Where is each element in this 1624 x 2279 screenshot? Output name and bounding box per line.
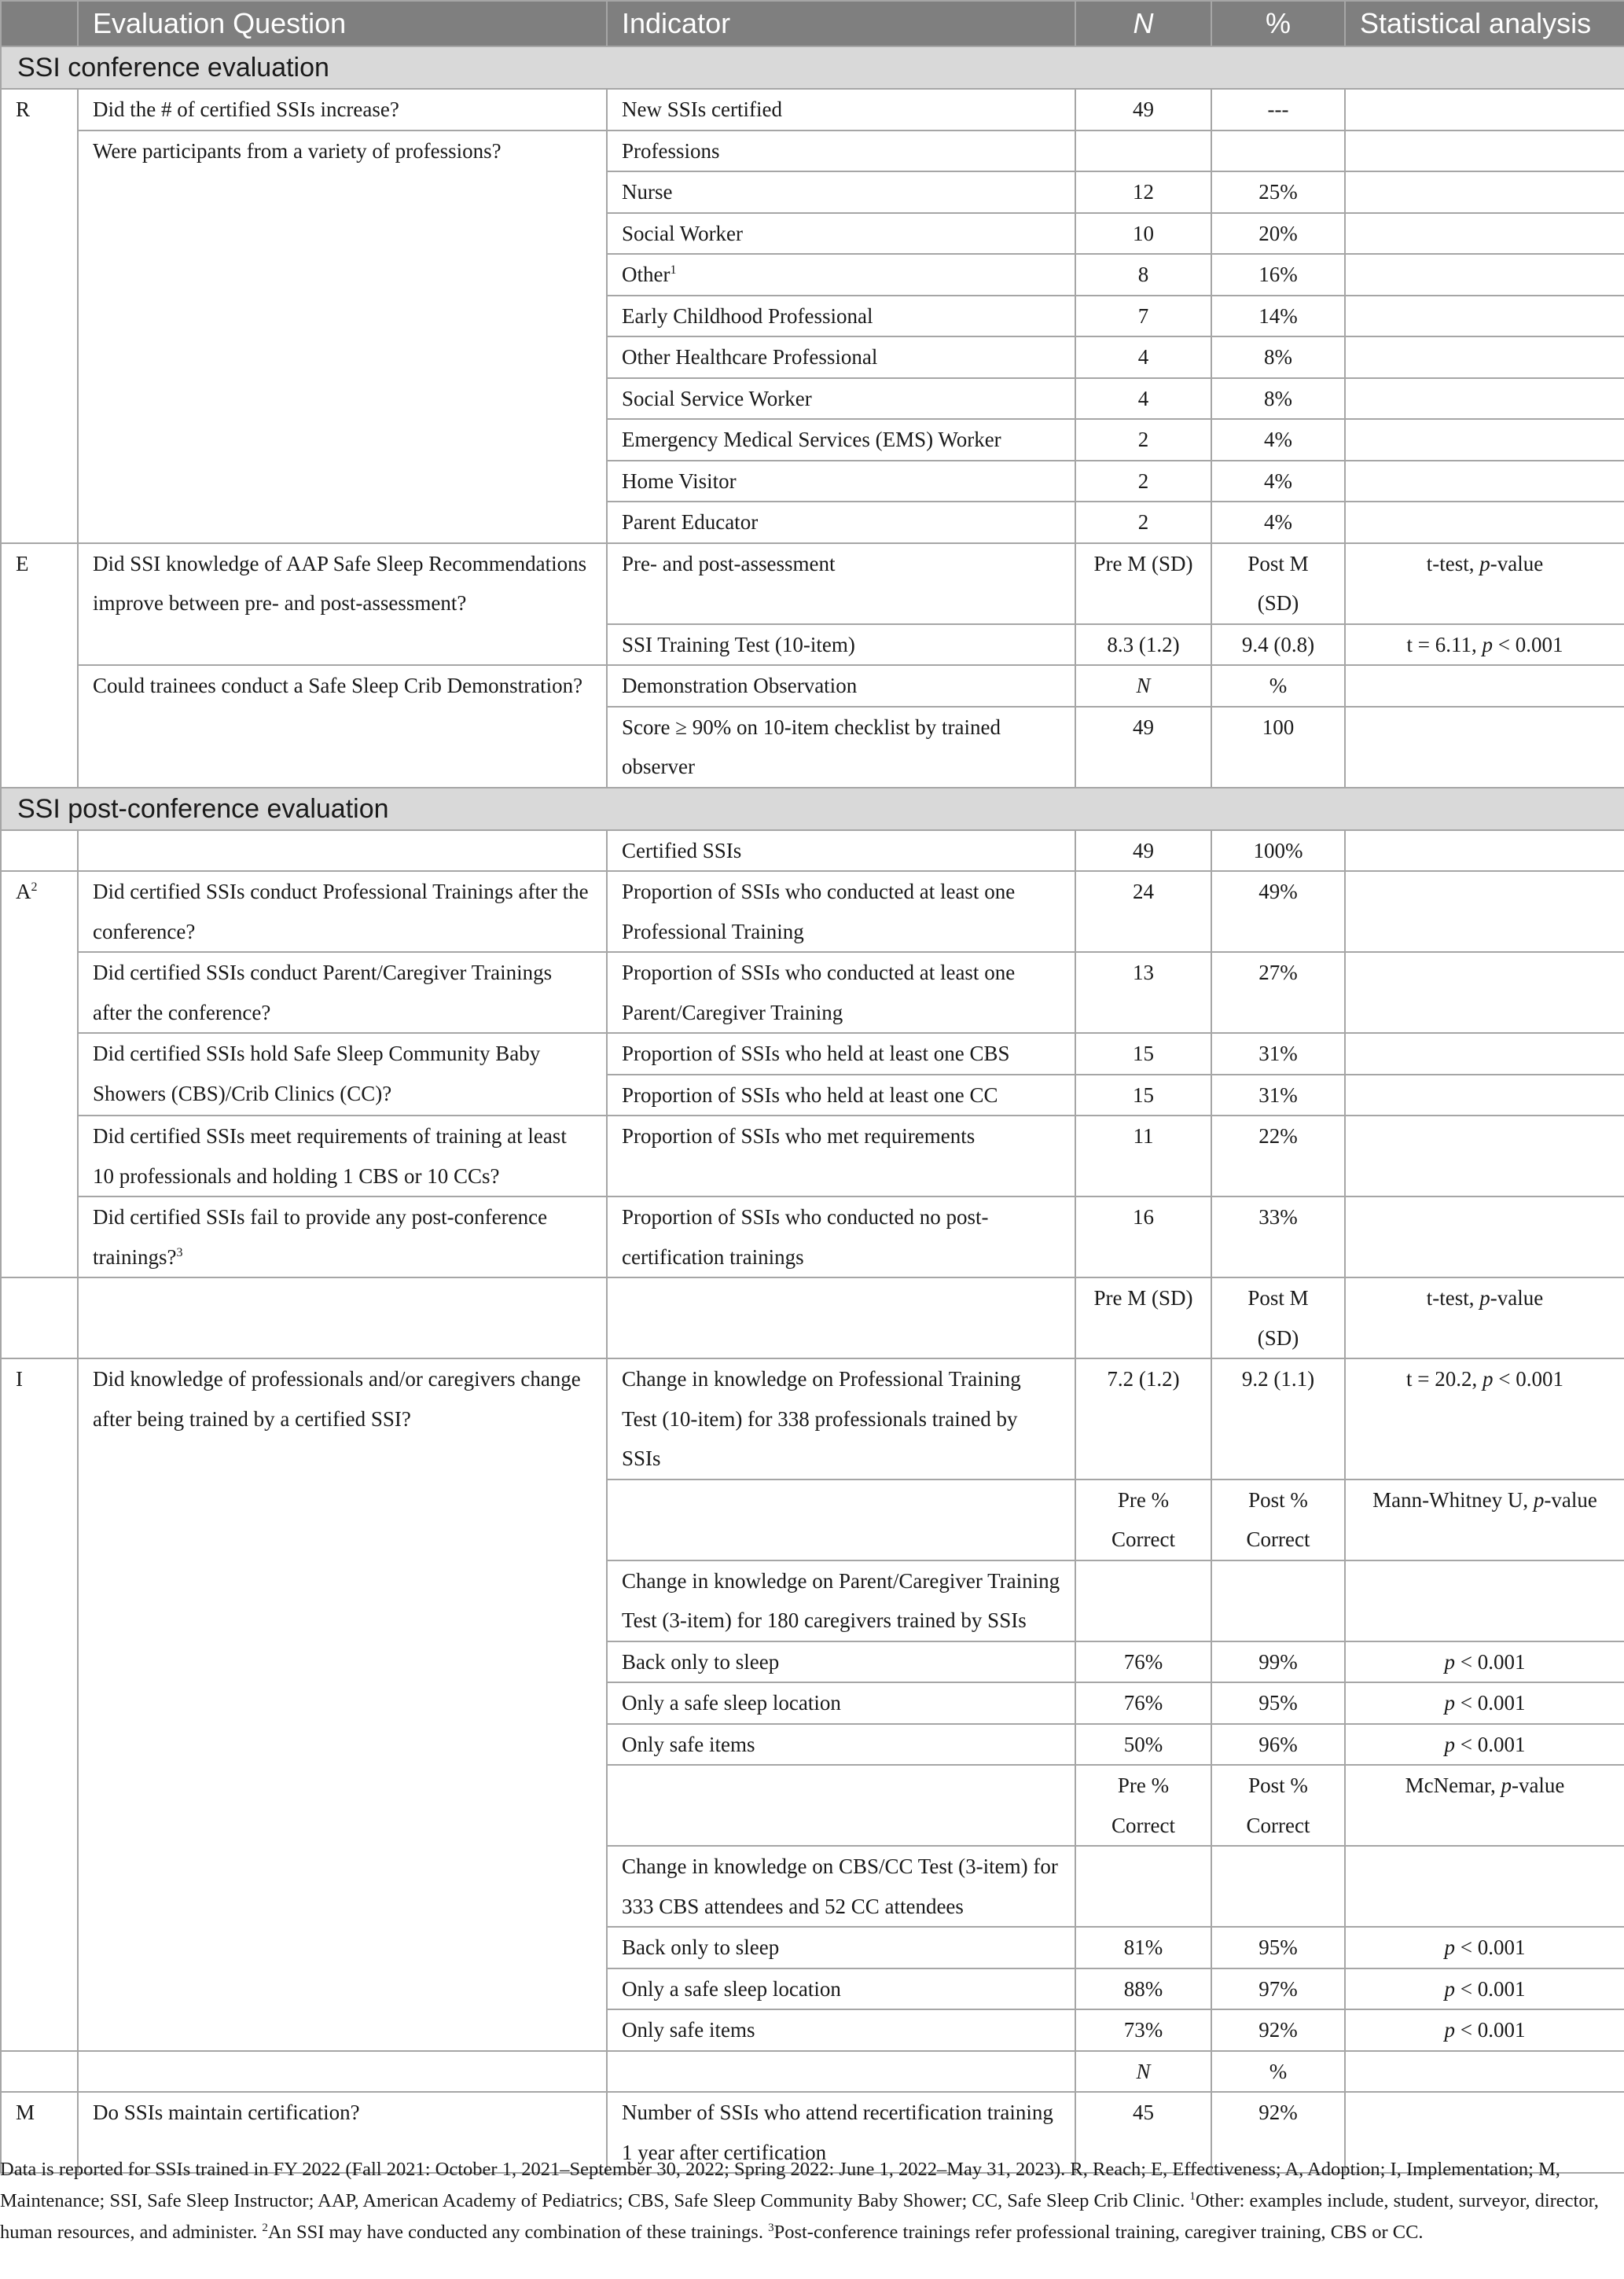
stat-cell bbox=[1345, 1765, 1624, 1846]
n-cell: 45 bbox=[1075, 2092, 1211, 2173]
indicator-cell: Demonstration Observation bbox=[607, 665, 1075, 707]
stat-p: p bbox=[1479, 1286, 1490, 1310]
table-row bbox=[1, 2051, 1624, 2093]
percent-cell: 92% bbox=[1211, 2009, 1345, 2051]
adoption-question: Did certified SSIs hold Safe Sleep Community Baby Showers (CBS)/Crib Clinics (CC)? bbox=[78, 1033, 607, 1116]
table-row bbox=[1, 543, 1624, 624]
n-cell: Pre M (SD) bbox=[1075, 543, 1211, 624]
label-cell bbox=[1, 1277, 78, 1358]
stat-p: p bbox=[1479, 551, 1490, 575]
section-title: SSI post-conference evaluation bbox=[1, 788, 1624, 830]
table-row bbox=[1, 130, 1624, 172]
percent-cell: 31% bbox=[1211, 1075, 1345, 1116]
label-cell bbox=[1, 2051, 78, 2093]
n-cell: 88% bbox=[1075, 1968, 1211, 2010]
maintenance-question: Do SSIs maintain certification? bbox=[78, 2092, 607, 2173]
indicator-cell: SSI Training Test (10-item) bbox=[607, 624, 1075, 666]
adoption-question: Did certified SSIs meet requirements of training at least 10 professionals and holding 1 CBS or 10 CCs? bbox=[78, 1116, 607, 1196]
table-row bbox=[1, 871, 1624, 952]
n-cell: 2 bbox=[1075, 419, 1211, 461]
n-cell: 2 bbox=[1075, 461, 1211, 502]
stat-cell bbox=[1345, 1196, 1624, 1277]
implementation-question: Did knowledge of professionals and/or caregivers change after being trained by a certified SSI? bbox=[78, 1358, 607, 2051]
footnote-text: Other: examples include, student, surveyor, director, human resources, and administer. bbox=[0, 2190, 1599, 2243]
indicator-cell: Proportion of SSIs who met requirements bbox=[607, 1116, 1075, 1196]
profession-name: Early Childhood Professional bbox=[607, 296, 1075, 337]
adoption-label-text: A bbox=[16, 880, 31, 903]
percent-cell: --- bbox=[1211, 89, 1345, 130]
header-indicator: Indicator bbox=[607, 1, 1075, 46]
indicator-cell: Proportion of SSIs who conducted at least one Professional Training bbox=[607, 871, 1075, 952]
stat-cell bbox=[1345, 830, 1624, 872]
indicator-cell: Change in knowledge on CBS/CC Test (3-item) for 333 CBS attendees and 52 CC attendees bbox=[607, 1846, 1075, 1927]
stat-cell bbox=[1345, 296, 1624, 337]
reach-question: Were participants from a variety of professions? bbox=[78, 130, 607, 543]
n-cell: 49 bbox=[1075, 89, 1211, 130]
stat-text: -value bbox=[1490, 1286, 1544, 1310]
n-cell bbox=[1075, 1560, 1211, 1641]
indicator-cell: Back only to sleep bbox=[607, 1641, 1075, 1683]
header-statistical-analysis: Statistical analysis bbox=[1345, 1, 1624, 46]
indicator-cell: Proportion of SSIs who conducted no post-certification trainings bbox=[607, 1196, 1075, 1277]
percent-cell: 97% bbox=[1211, 1968, 1345, 2010]
percent-cell: 4% bbox=[1211, 419, 1345, 461]
stat-cell bbox=[1345, 1927, 1624, 1968]
n-cell: 8 bbox=[1075, 254, 1211, 296]
n-cell: 12 bbox=[1075, 171, 1211, 213]
stat-cell bbox=[1345, 502, 1624, 543]
stat-cell bbox=[1345, 336, 1624, 378]
stat-text: t = 20.2, bbox=[1406, 1367, 1483, 1391]
n-cell: Pre % Correct bbox=[1075, 1765, 1211, 1846]
n-cell: Pre M (SD) bbox=[1075, 1277, 1211, 1358]
adoption-label bbox=[1, 871, 78, 1277]
n-cell: 16 bbox=[1075, 1196, 1211, 1277]
n-cell: 76% bbox=[1075, 1641, 1211, 1683]
n-cell bbox=[1075, 1846, 1211, 1927]
n-cell bbox=[1075, 130, 1211, 172]
n-cell: 2 bbox=[1075, 502, 1211, 543]
stat-cell bbox=[1345, 1480, 1624, 1560]
section-title: SSI conference evaluation bbox=[1, 46, 1624, 89]
table-row bbox=[1, 1116, 1624, 1196]
table-row bbox=[1, 1358, 1624, 1480]
stat-text: < 0.001 bbox=[1455, 1649, 1526, 1674]
stat-cell bbox=[1345, 89, 1624, 130]
n-cell: 4 bbox=[1075, 378, 1211, 420]
n-cell: 15 bbox=[1075, 1075, 1211, 1116]
footnote-marker: 1 bbox=[670, 263, 677, 277]
indicator-cell: Pre- and post-assessment bbox=[607, 543, 1075, 624]
stat-p: p bbox=[1444, 1732, 1455, 1756]
stat-text: Mann-Whitney U, bbox=[1372, 1487, 1534, 1512]
percent-cell: 92% bbox=[1211, 2092, 1345, 2173]
percent-cell bbox=[1211, 1560, 1345, 1641]
percent-cell: 100 bbox=[1211, 707, 1345, 788]
adoption-question: Did certified SSIs conduct Professional Trainings after the conference? bbox=[78, 871, 607, 952]
stat-text: t-test, bbox=[1426, 1286, 1480, 1310]
stat-p: p bbox=[1482, 632, 1493, 656]
stat-cell bbox=[1345, 952, 1624, 1033]
adoption-question: Did certified SSIs conduct Parent/Caregiver Trainings after the conference? bbox=[78, 952, 607, 1033]
profession-name: Nurse bbox=[607, 171, 1075, 213]
question-text: Did certified SSIs fail to provide any post-conference trainings? bbox=[93, 1205, 548, 1269]
stat-p: p bbox=[1444, 2018, 1455, 2042]
question-cell bbox=[78, 1277, 607, 1358]
stat-text: t = 6.11, bbox=[1406, 632, 1483, 656]
footnote-marker: 2 bbox=[262, 2221, 268, 2234]
section-row bbox=[1, 788, 1624, 830]
n-cell: 7 bbox=[1075, 296, 1211, 337]
stat-p: p bbox=[1444, 1691, 1455, 1715]
table-row bbox=[1, 1277, 1624, 1358]
table-row bbox=[1, 665, 1624, 707]
profession-name-text: Other bbox=[622, 263, 671, 286]
stat-text: < 0.001 bbox=[1455, 1976, 1526, 2001]
reach-label: R bbox=[1, 89, 78, 543]
indicator-cell: Number of SSIs who attend recertification training 1 year after certification bbox=[607, 2092, 1075, 2173]
stat-cell bbox=[1345, 1682, 1624, 1724]
n-cell: 50% bbox=[1075, 1724, 1211, 1766]
n-cell: 8.3 (1.2) bbox=[1075, 624, 1211, 666]
n-cell: 49 bbox=[1075, 830, 1211, 872]
percent-cell: Post % Correct bbox=[1211, 1480, 1345, 1560]
table-row bbox=[1, 1033, 1624, 1075]
n-cell: 11 bbox=[1075, 1116, 1211, 1196]
stat-p: p bbox=[1483, 1367, 1494, 1391]
maintenance-label: M bbox=[1, 2092, 78, 2173]
indicator-cell bbox=[607, 1765, 1075, 1846]
stat-cell bbox=[1345, 2009, 1624, 2051]
header-row bbox=[1, 1, 1624, 46]
footnote-marker: 1 bbox=[1189, 2189, 1196, 2203]
stat-p: p bbox=[1444, 1976, 1455, 2001]
table-row bbox=[1, 89, 1624, 130]
stat-text: -value bbox=[1544, 1487, 1597, 1512]
table-row bbox=[1, 1196, 1624, 1277]
stat-text: < 0.001 bbox=[1493, 1367, 1563, 1391]
stat-p: p bbox=[1444, 1935, 1455, 1959]
stat-cell bbox=[1345, 1358, 1624, 1480]
stat-text: < 0.001 bbox=[1455, 1732, 1526, 1756]
percent-cell: 8% bbox=[1211, 378, 1345, 420]
percent-cell: % bbox=[1211, 665, 1345, 707]
indicator-cell: New SSIs certified bbox=[607, 89, 1075, 130]
stat-cell bbox=[1345, 213, 1624, 255]
profession-name: Home Visitor bbox=[607, 461, 1075, 502]
percent-cell: 25% bbox=[1211, 171, 1345, 213]
stat-cell bbox=[1345, 419, 1624, 461]
footnote-marker: 3 bbox=[768, 2221, 774, 2234]
stat-cell bbox=[1345, 871, 1624, 952]
indicator-cell: Proportion of SSIs who conducted at least one Parent/Caregiver Training bbox=[607, 952, 1075, 1033]
stat-cell bbox=[1345, 543, 1624, 624]
stat-text: t-test, bbox=[1426, 551, 1480, 575]
stat-p: p bbox=[1444, 1649, 1455, 1674]
stat-cell bbox=[1345, 130, 1624, 172]
indicator-cell bbox=[607, 1277, 1075, 1358]
header-evaluation-question: Evaluation Question bbox=[78, 1, 607, 46]
question-cell bbox=[78, 830, 607, 872]
n-cell: 73% bbox=[1075, 2009, 1211, 2051]
n-cell: 10 bbox=[1075, 213, 1211, 255]
percent-cell: Post M (SD) bbox=[1211, 1277, 1345, 1358]
effectiveness-label: E bbox=[1, 543, 78, 788]
stat-p: p bbox=[1533, 1487, 1545, 1512]
stat-text: < 0.001 bbox=[1455, 2018, 1526, 2042]
percent-cell: 31% bbox=[1211, 1033, 1345, 1075]
footnote-text: Post-conference trainings refer professional training, caregiver training, CBS or CC. bbox=[773, 2222, 1424, 2243]
percent-cell bbox=[1211, 130, 1345, 172]
n-cell: 13 bbox=[1075, 952, 1211, 1033]
percent-cell: 95% bbox=[1211, 1682, 1345, 1724]
stat-cell bbox=[1345, 624, 1624, 666]
stat-cell bbox=[1345, 1560, 1624, 1641]
percent-cell: 33% bbox=[1211, 1196, 1345, 1277]
percent-cell: 4% bbox=[1211, 502, 1345, 543]
stat-cell bbox=[1345, 1033, 1624, 1075]
percent-cell: 100% bbox=[1211, 830, 1345, 872]
stat-cell bbox=[1345, 378, 1624, 420]
profession-name: Parent Educator bbox=[607, 502, 1075, 543]
label-cell bbox=[1, 830, 78, 872]
percent-cell: 99% bbox=[1211, 1641, 1345, 1683]
indicator-cell bbox=[607, 1480, 1075, 1560]
indicator-cell: Certified SSIs bbox=[607, 830, 1075, 872]
percent-cell: 9.2 (1.1) bbox=[1211, 1358, 1345, 1480]
stat-cell bbox=[1345, 1116, 1624, 1196]
profession-name bbox=[607, 254, 1075, 296]
percent-cell: % bbox=[1211, 2051, 1345, 2093]
profession-name: Emergency Medical Services (EMS) Worker bbox=[607, 419, 1075, 461]
footnote-text: An SSI may have conducted any combination of these trainings. bbox=[267, 2222, 769, 2243]
stat-cell bbox=[1345, 1641, 1624, 1683]
indicator-cell: Score ≥ 90% on 10-item checklist by trained observer bbox=[607, 707, 1075, 788]
effectiveness-question: Did SSI knowledge of AAP Safe Sleep Recommendations improve between pre- and post-assessment? bbox=[78, 543, 607, 666]
n-cell: N bbox=[1075, 665, 1211, 707]
stat-cell bbox=[1345, 254, 1624, 296]
n-cell: 81% bbox=[1075, 1927, 1211, 1968]
table-row bbox=[1, 830, 1624, 872]
stat-cell bbox=[1345, 1724, 1624, 1766]
percent-cell: Post M (SD) bbox=[1211, 543, 1345, 624]
profession-name: Social Worker bbox=[607, 213, 1075, 255]
n-cell: 4 bbox=[1075, 336, 1211, 378]
indicator-cell: Professions bbox=[607, 130, 1075, 172]
indicator-cell: Back only to sleep bbox=[607, 1927, 1075, 1968]
footnote-text: Data is reported for SSIs trained in FY 2022 (Fall 2021: October 1, 2021–September 30, 2022; Spring 2022: June 1, 2022–May 31, 2023). R, Reach; E, Effectiveness; A, Adoption; I, Implementation; M, Maintenance; SSI, Safe Sleep Instructor; AAP, American Academy of Pediatrics; CBS, Safe Sleep Community Baby Shower; CC, Safe Sleep Crib Clinic. bbox=[0, 2159, 1560, 2211]
stat-cell bbox=[1345, 665, 1624, 707]
percent-cell: Post % Correct bbox=[1211, 1765, 1345, 1846]
n-cell: 15 bbox=[1075, 1033, 1211, 1075]
percent-cell: 22% bbox=[1211, 1116, 1345, 1196]
footnote-marker: 2 bbox=[31, 880, 38, 894]
indicator-cell: Only a safe sleep location bbox=[607, 1968, 1075, 2010]
percent-cell: 8% bbox=[1211, 336, 1345, 378]
percent-cell: 20% bbox=[1211, 213, 1345, 255]
section-row bbox=[1, 46, 1624, 89]
percent-cell: 96% bbox=[1211, 1724, 1345, 1766]
n-cell: Pre % Correct bbox=[1075, 1480, 1211, 1560]
indicator-cell: Proportion of SSIs who held at least one CC bbox=[607, 1075, 1075, 1116]
stat-text: < 0.001 bbox=[1455, 1691, 1526, 1715]
header-n: N bbox=[1075, 1, 1211, 46]
profession-name: Other Healthcare Professional bbox=[607, 336, 1075, 378]
adoption-question bbox=[78, 1196, 607, 1277]
stat-text: < 0.001 bbox=[1493, 632, 1563, 656]
indicator-cell: Change in knowledge on Parent/Caregiver Training Test (3-item) for 180 caregivers trained by SSIs bbox=[607, 1560, 1075, 1641]
stat-cell bbox=[1345, 707, 1624, 788]
stat-cell bbox=[1345, 1846, 1624, 1927]
percent-cell: 27% bbox=[1211, 952, 1345, 1033]
percent-cell: 16% bbox=[1211, 254, 1345, 296]
stat-text: -value bbox=[1490, 551, 1544, 575]
stat-text: -value bbox=[1511, 1774, 1565, 1797]
stat-cell bbox=[1345, 2051, 1624, 2093]
percent-cell: 4% bbox=[1211, 461, 1345, 502]
header-percent: % bbox=[1211, 1, 1345, 46]
stat-text: McNemar, bbox=[1405, 1774, 1501, 1797]
indicator-cell: Change in knowledge on Professional Training Test (10-item) for 338 professionals trained by SSIs bbox=[607, 1358, 1075, 1480]
question-cell bbox=[78, 2051, 607, 2093]
effectiveness-question: Could trainees conduct a Safe Sleep Crib Demonstration? bbox=[78, 665, 607, 788]
reach-question: Did the # of certified SSIs increase? bbox=[78, 89, 607, 130]
stat-p: p bbox=[1501, 1774, 1512, 1797]
header-blank bbox=[1, 1, 78, 46]
stat-cell bbox=[1345, 171, 1624, 213]
percent-cell: 9.4 (0.8) bbox=[1211, 624, 1345, 666]
stat-cell bbox=[1345, 1968, 1624, 2010]
n-cell: 49 bbox=[1075, 707, 1211, 788]
indicator-cell: Only safe items bbox=[607, 1724, 1075, 1766]
table-footnotes bbox=[0, 2154, 1611, 2248]
percent-cell bbox=[1211, 1846, 1345, 1927]
n-cell: 76% bbox=[1075, 1682, 1211, 1724]
indicator-cell: Only safe items bbox=[607, 2009, 1075, 2051]
n-cell: 7.2 (1.2) bbox=[1075, 1358, 1211, 1480]
indicator-cell: Only a safe sleep location bbox=[607, 1682, 1075, 1724]
profession-name: Social Service Worker bbox=[607, 378, 1075, 420]
n-cell: 24 bbox=[1075, 871, 1211, 952]
percent-cell: 49% bbox=[1211, 871, 1345, 952]
implementation-label: I bbox=[1, 1358, 78, 2051]
footnote-marker: 3 bbox=[176, 1245, 183, 1259]
indicator-cell bbox=[607, 2051, 1075, 2093]
stat-cell bbox=[1345, 1277, 1624, 1358]
stat-cell bbox=[1345, 461, 1624, 502]
stat-text: < 0.001 bbox=[1455, 1935, 1526, 1959]
stat-cell bbox=[1345, 1075, 1624, 1116]
percent-cell: 14% bbox=[1211, 296, 1345, 337]
table-row bbox=[1, 952, 1624, 1033]
indicator-cell: Proportion of SSIs who held at least one CBS bbox=[607, 1033, 1075, 1075]
percent-cell: 95% bbox=[1211, 1927, 1345, 1968]
n-cell: N bbox=[1075, 2051, 1211, 2093]
